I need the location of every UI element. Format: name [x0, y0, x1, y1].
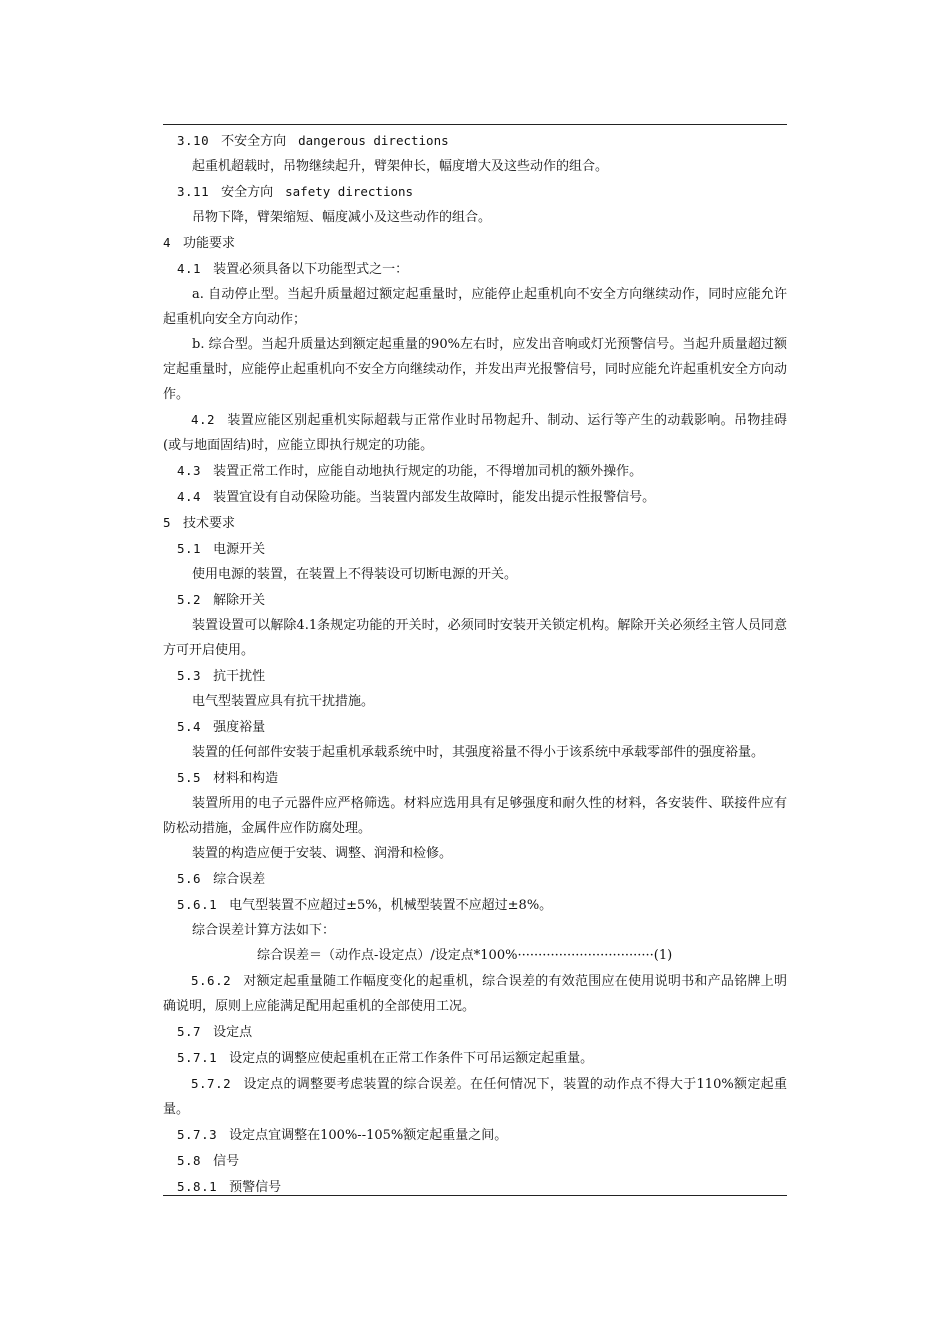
section-number: 4.4 — [177, 489, 202, 504]
section-number: 5.6.1 — [177, 897, 218, 912]
section-title-en: dangerous directions — [298, 133, 449, 148]
section-title: 装置必须具备以下功能型式之一： — [213, 262, 409, 277]
section-5-6-2 — [163, 968, 787, 1019]
section-number: 3.11 — [177, 184, 210, 199]
section-number: 5.7 — [177, 1024, 202, 1039]
section-title: 综合误差 — [213, 872, 266, 887]
section-title: 强度裕量 — [213, 720, 266, 735]
paragraph: 对额定起重量随工作幅度变化的起重机，综合误差的有效范围应在使用说明书和产品铭牌上明确说明，原则上应能满足配用起重机的全部使用工况。 — [163, 974, 787, 1014]
section-number: 5.4 — [177, 719, 202, 734]
section-5-4-heading — [163, 714, 787, 740]
section-title: 安全方向 — [221, 185, 274, 200]
paragraph-4-1-b: b. 综合型。当起升质量达到额定起重量的90%左右时，应发出音响或灯光预警信号。当起升质量超过额定起重量时，应能停止起重机向不安全方向继续动作，并发出声光报警信号，同时应能允许起重机安全方向动作。 — [163, 337, 788, 402]
section-number: 5.8 — [177, 1153, 202, 1168]
section-number: 5.6.2 — [191, 973, 232, 988]
section-5-8-1-heading — [163, 1174, 787, 1200]
section-5-3-heading — [163, 663, 787, 689]
section-5-7-2 — [163, 1071, 787, 1122]
section-title: 设定点 — [213, 1025, 253, 1040]
section-number: 5.1 — [177, 541, 202, 556]
paragraph: 吊物下降，臂架缩短、幅度减小及这些动作的组合。 — [192, 210, 492, 225]
section-3-11-heading — [163, 179, 787, 205]
section-title: 解除开关 — [213, 593, 266, 608]
paragraph: 装置所用的电子元器件应严格筛选。材料应选用具有足够强度和耐久性的材料，各安装件、联接件应有防松动措施，金属件应作防腐处理。 — [163, 796, 787, 836]
section-title: 材料和构造 — [213, 771, 279, 786]
section-title: 技术要求 — [183, 516, 236, 531]
section-5-6-heading — [163, 866, 787, 892]
section-5-6-1 — [163, 892, 787, 918]
formula-1: 综合误差＝（动作点-设定点）/设定点*100%·································(1) — [257, 948, 673, 963]
section-5-7-heading — [163, 1019, 787, 1045]
paragraph: 装置宜设有自动保险功能。当装置内部发生故障时，能发出提示性报警信号。 — [213, 490, 656, 505]
paragraph: 装置设置可以解除4.1条规定功能的开关时，必须同时安装开关锁定机构。解除开关必须经主管人员同意方可开启使用。 — [163, 618, 787, 658]
section-title: 信号 — [213, 1154, 240, 1169]
section-title-en: safety directions — [285, 184, 414, 199]
paragraph: 设定点的调整要考虑装置的综合误差。在任何情况下，装置的动作点不得大于110%额定起重量。 — [163, 1077, 787, 1117]
paragraph: 装置的构造应便于安装、调整、润滑和检修。 — [192, 846, 453, 861]
paragraph: 装置应能区别起重机实际超载与正常作业时吊物起升、制动、运行等产生的动载影响。吊物挂碍(或与地面固结)时，应能立即执行规定的功能。 — [163, 413, 787, 453]
section-number: 5.7.2 — [191, 1076, 232, 1091]
section-4-4 — [163, 484, 787, 510]
section-3-10-heading — [163, 128, 787, 154]
section-number: 4.1 — [177, 261, 202, 276]
paragraph: 综合误差计算方法如下： — [192, 923, 336, 938]
section-number: 4 — [163, 235, 172, 250]
section-4-2 — [163, 407, 787, 458]
section-number: 5.6 — [177, 871, 202, 886]
chapter-4-heading — [163, 230, 787, 256]
paragraph: 电气型装置不应超过±5%，机械型装置不应超过±8%。 — [229, 898, 553, 913]
paragraph: 设定点的调整应使起重机在正常工作条件下可吊运额定起重量。 — [229, 1051, 594, 1066]
paragraph: 装置正常工作时，应能自动地执行规定的功能，不得增加司机的额外操作。 — [213, 464, 643, 479]
section-number: 5.8.1 — [177, 1179, 218, 1194]
section-title: 抗干扰性 — [213, 669, 266, 684]
section-5-2-heading — [163, 587, 787, 613]
section-number: 5.2 — [177, 592, 202, 607]
section-number: 5.7.3 — [177, 1127, 218, 1142]
section-number: 4.2 — [191, 412, 216, 427]
footer-rule — [163, 1195, 787, 1196]
section-5-7-3 — [163, 1122, 787, 1148]
paragraph: 装置的任何部件安装于起重机承载系统中时，其强度裕量不得小于该系统中承载零部件的强度裕量。 — [192, 745, 765, 760]
section-number: 5.7.1 — [177, 1050, 218, 1065]
paragraph: 设定点宜调整在100%--105%额定起重量之间。 — [229, 1128, 508, 1143]
document-body — [163, 128, 787, 1200]
section-number: 3.10 — [177, 133, 210, 148]
section-5-1-heading — [163, 536, 787, 562]
section-title: 不安全方向 — [221, 134, 287, 149]
section-5-5-heading — [163, 765, 787, 791]
section-number: 5.5 — [177, 770, 202, 785]
paragraph: 电气型装置应具有抗干扰措施。 — [192, 694, 375, 709]
chapter-5-heading — [163, 510, 787, 536]
paragraph: 使用电源的装置，在装置上不得装设可切断电源的开关。 — [192, 567, 518, 582]
section-title: 预警信号 — [229, 1180, 282, 1195]
section-number: 4.3 — [177, 463, 202, 478]
section-4-3 — [163, 458, 787, 484]
section-5-8-heading — [163, 1148, 787, 1174]
section-5-7-1 — [163, 1045, 787, 1071]
section-number: 5.3 — [177, 668, 202, 683]
paragraph: 起重机超载时，吊物继续起升，臂架伸长，幅度增大及这些动作的组合。 — [192, 159, 609, 174]
section-4-1-heading — [163, 256, 787, 282]
header-rule — [163, 124, 787, 125]
paragraph-4-1-a: a. 自动停止型。当起升质量超过额定起重量时，应能停止起重机向不安全方向继续动作，同时应能允许起重机向安全方向动作； — [163, 287, 787, 327]
section-title: 功能要求 — [183, 236, 236, 251]
section-number: 5 — [163, 515, 172, 530]
section-title: 电源开关 — [213, 542, 266, 557]
